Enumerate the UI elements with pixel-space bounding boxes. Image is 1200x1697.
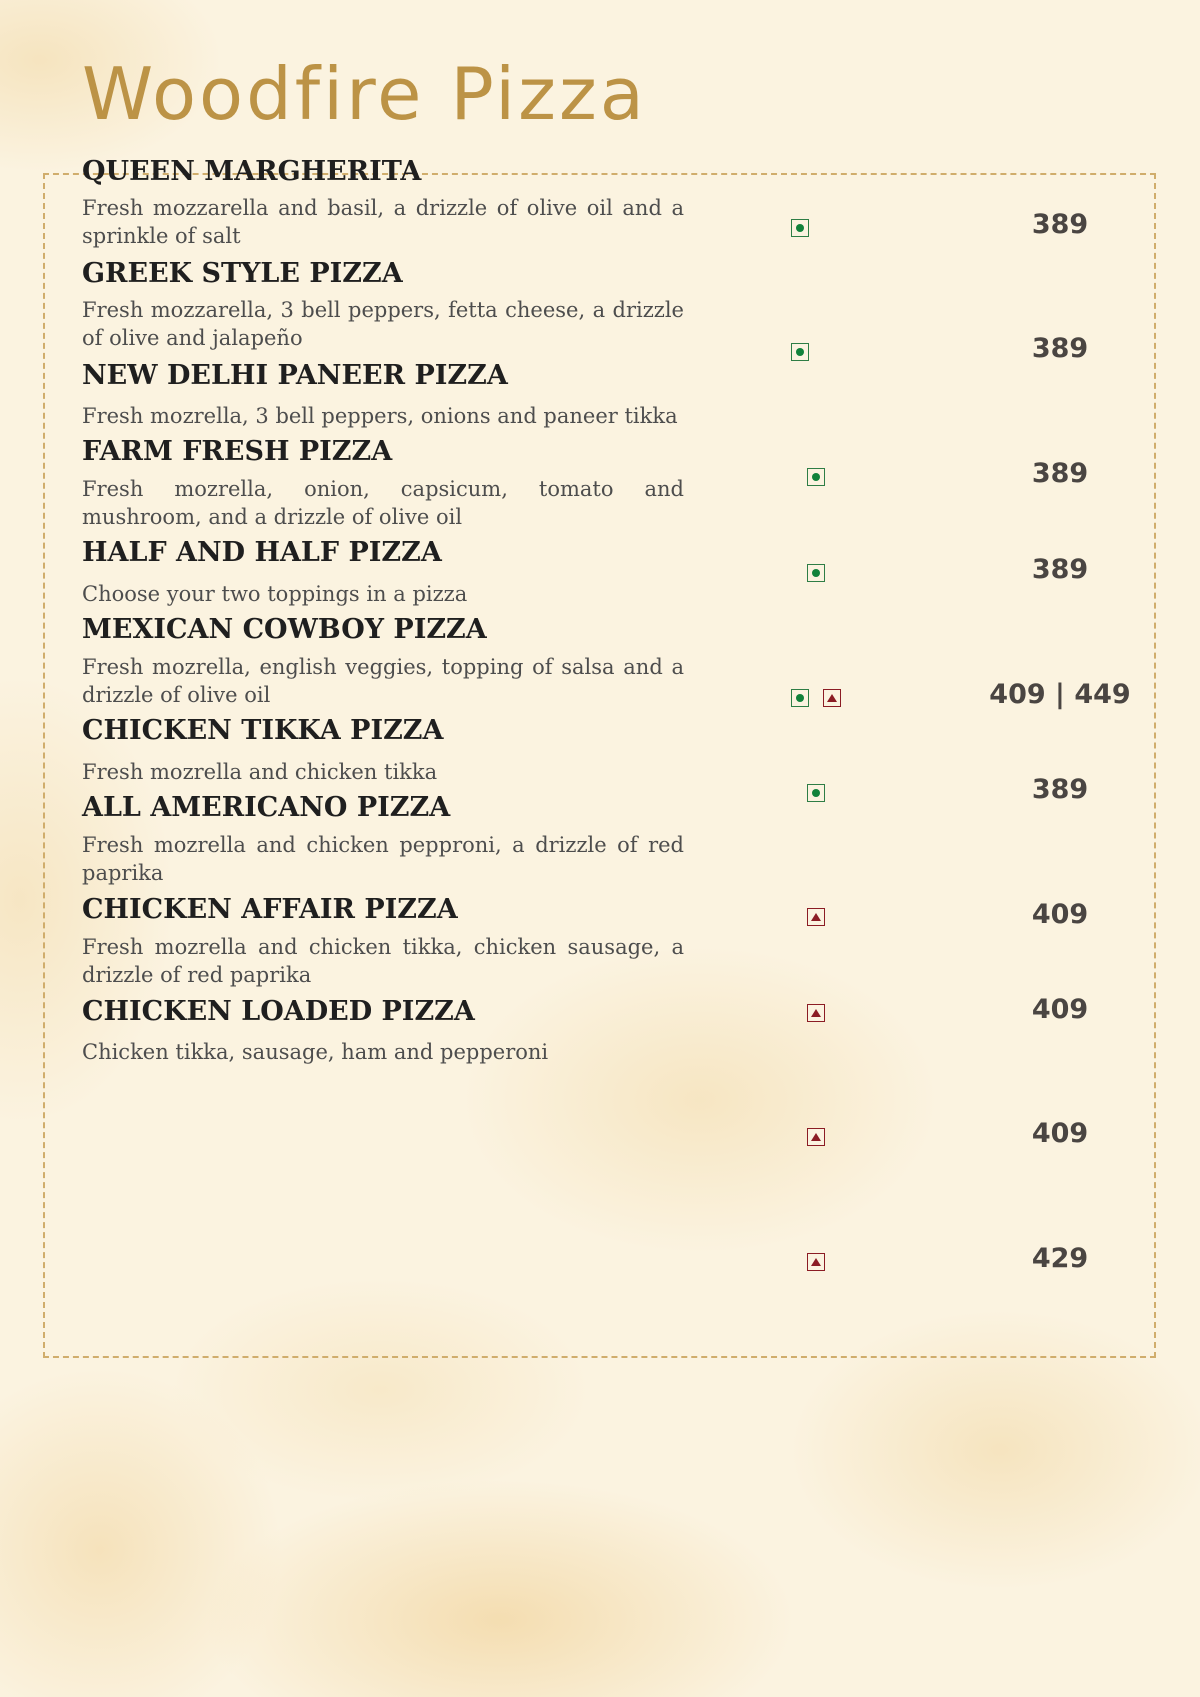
item-name-half-and-half-pizza: HALF AND HALF PIZZA xyxy=(82,537,442,568)
item-price: 389 xyxy=(1031,458,1089,489)
veg-mark-icon xyxy=(791,219,809,237)
non-veg-mark-icon xyxy=(807,908,825,926)
item-name-queen-margherita: QUEEN MARGHERITA xyxy=(82,156,422,187)
item-name-greek-style-pizza: GREEK STYLE PIZZA xyxy=(82,258,403,289)
item-name-chicken-tikka-pizza: CHICKEN TIKKA PIZZA xyxy=(82,715,444,746)
item-description-chicken-affair-pizza: Fresh mozrella and chicken tikka, chicken sausage, a drizzle of red paprika xyxy=(82,935,684,987)
item-price: 389 xyxy=(1031,333,1089,364)
veg-mark-icon xyxy=(807,784,825,802)
menu-title: Woodfire Pizza xyxy=(82,52,647,136)
item-price: 389 xyxy=(1031,209,1089,240)
item-price: 409 | 449 xyxy=(989,679,1131,710)
item-description-new-delhi-paneer-pizza: Fresh mozrella, 3 bell peppers, onions and paneer tikka xyxy=(82,404,678,428)
veg-mark-icon xyxy=(807,564,825,582)
item-description-mexican-cowboy-pizza: Fresh mozrella, english veggies, topping of salsa and a drizzle of olive oil xyxy=(82,655,684,707)
non-veg-mark-icon xyxy=(807,1128,825,1146)
item-description-farm-fresh-pizza: Fresh mozrella, onion, capsicum, tomato and mushroom, and a drizzle of olive oil xyxy=(82,477,684,529)
non-veg-mark-icon xyxy=(807,1253,825,1271)
item-name-chicken-affair-pizza: CHICKEN AFFAIR PIZZA xyxy=(82,894,458,925)
non-veg-mark-icon xyxy=(807,1004,825,1022)
item-price: 389 xyxy=(1031,774,1089,805)
item-description-chicken-loaded-pizza: Chicken tikka, sausage, ham and pepperoni xyxy=(82,1040,549,1064)
item-description-half-and-half-pizza: Choose your two toppings in a pizza xyxy=(82,582,468,606)
item-description-greek-style-pizza: Fresh mozzarella, 3 bell peppers, fetta cheese, a drizzle of olive and jalapeño xyxy=(82,298,684,350)
item-description-all-americano-pizza: Fresh mozrella and chicken pepproni, a drizzle of red paprika xyxy=(82,833,684,885)
non-veg-mark-icon xyxy=(823,689,841,707)
veg-mark-icon xyxy=(807,468,825,486)
item-price: 429 xyxy=(1031,1243,1089,1274)
item-name-new-delhi-paneer-pizza: NEW DELHI PANEER PIZZA xyxy=(82,360,508,391)
veg-mark-icon xyxy=(791,689,809,707)
veg-mark-icon xyxy=(791,343,809,361)
item-price: 389 xyxy=(1031,554,1089,585)
item-description-chicken-tikka-pizza: Fresh mozrella and chicken tikka xyxy=(82,760,438,784)
item-price: 409 xyxy=(1031,994,1089,1025)
item-name-chicken-loaded-pizza: CHICKEN LOADED PIZZA xyxy=(82,996,475,1027)
item-description-queen-margherita: Fresh mozzarella and basil, a drizzle of olive oil and a sprinkle of salt xyxy=(82,196,684,248)
item-name-farm-fresh-pizza: FARM FRESH PIZZA xyxy=(82,436,393,467)
item-price: 409 xyxy=(1031,899,1089,930)
item-name-all-americano-pizza: ALL AMERICANO PIZZA xyxy=(82,792,451,823)
item-price: 409 xyxy=(1031,1118,1089,1149)
item-name-mexican-cowboy-pizza: MEXICAN COWBOY PIZZA xyxy=(82,614,487,645)
